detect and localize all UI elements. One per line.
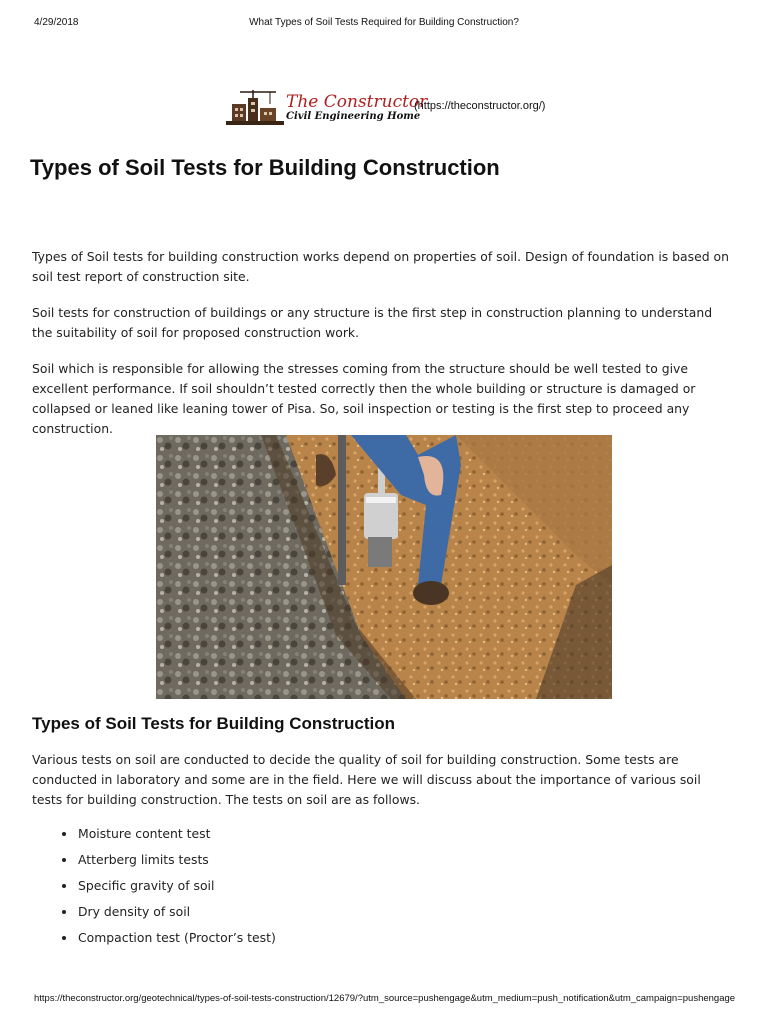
site-url-link[interactable]: (https://theconstructor.org/) (414, 100, 546, 112)
list-item (60, 850, 276, 876)
print-footer-url: https://theconstructor.org/geotechnical/types-of-soil-tests-construction/12679/?utm_source=pushengage&utm_medium=push_notification&utm_campaign=pushengage (34, 993, 736, 1004)
bullet-icon (62, 910, 66, 914)
construction-building-icon (226, 90, 284, 126)
list-item (60, 902, 276, 928)
soil-test-list (60, 824, 276, 954)
intro-paragraph-2: Soil tests for construction of buildings or any structure is the first step in construction planning to understand the suitability of soil for proposed construction work. (32, 305, 713, 340)
list-item (60, 928, 276, 954)
intro-paragraph-1: Types of Soil tests for building construction works depend on properties of soil. Design of foundation is based on soil test report of construction site. (32, 249, 729, 284)
bullet-icon (62, 884, 66, 888)
list-item-text: Compaction test (Proctor’s test) (78, 930, 276, 945)
bullet-icon (62, 936, 66, 940)
list-item (60, 824, 276, 850)
list-item-text: Dry density of soil (78, 904, 191, 919)
article-title: Types of Soil Tests for Building Construction (30, 155, 500, 180)
list-item (60, 876, 276, 902)
print-page-title: What Types of Soil Tests Required for Building Construction? (249, 17, 519, 28)
site-logo[interactable] (226, 88, 427, 128)
section-intro-paragraph: Various tests on soil are conducted to decide the quality of soil for building construction. Some tests are conducted in laboratory and some are in the field. Here we will discuss about the importance of various soil tests for building construction. The tests on soil are as follows. (32, 752, 701, 807)
bullet-icon (62, 858, 66, 862)
intro-paragraph-3: Soil which is responsible for allowing the stresses coming from the structure should be well tested to give excellent performance. If soil shouldn’t tested correctly then the whole building or structure is damaged or collapsed or leaned like leaning tower of Pisa. So, soil inspection or testing is the first step to proceed any construction. (32, 361, 696, 436)
list-item-text: Moisture content test (78, 826, 211, 841)
logo-tagline: Civil Engineering Home (286, 111, 421, 122)
print-date: 4/29/2018 (34, 17, 79, 28)
list-item-text: Specific gravity of soil (78, 878, 215, 893)
logo-name: The Constructor (286, 92, 428, 112)
section-heading: Types of Soil Tests for Building Construction (32, 714, 395, 733)
list-item-text: Atterberg limits tests (78, 852, 209, 867)
bullet-icon (62, 832, 66, 836)
soil-test-photo (156, 435, 612, 699)
